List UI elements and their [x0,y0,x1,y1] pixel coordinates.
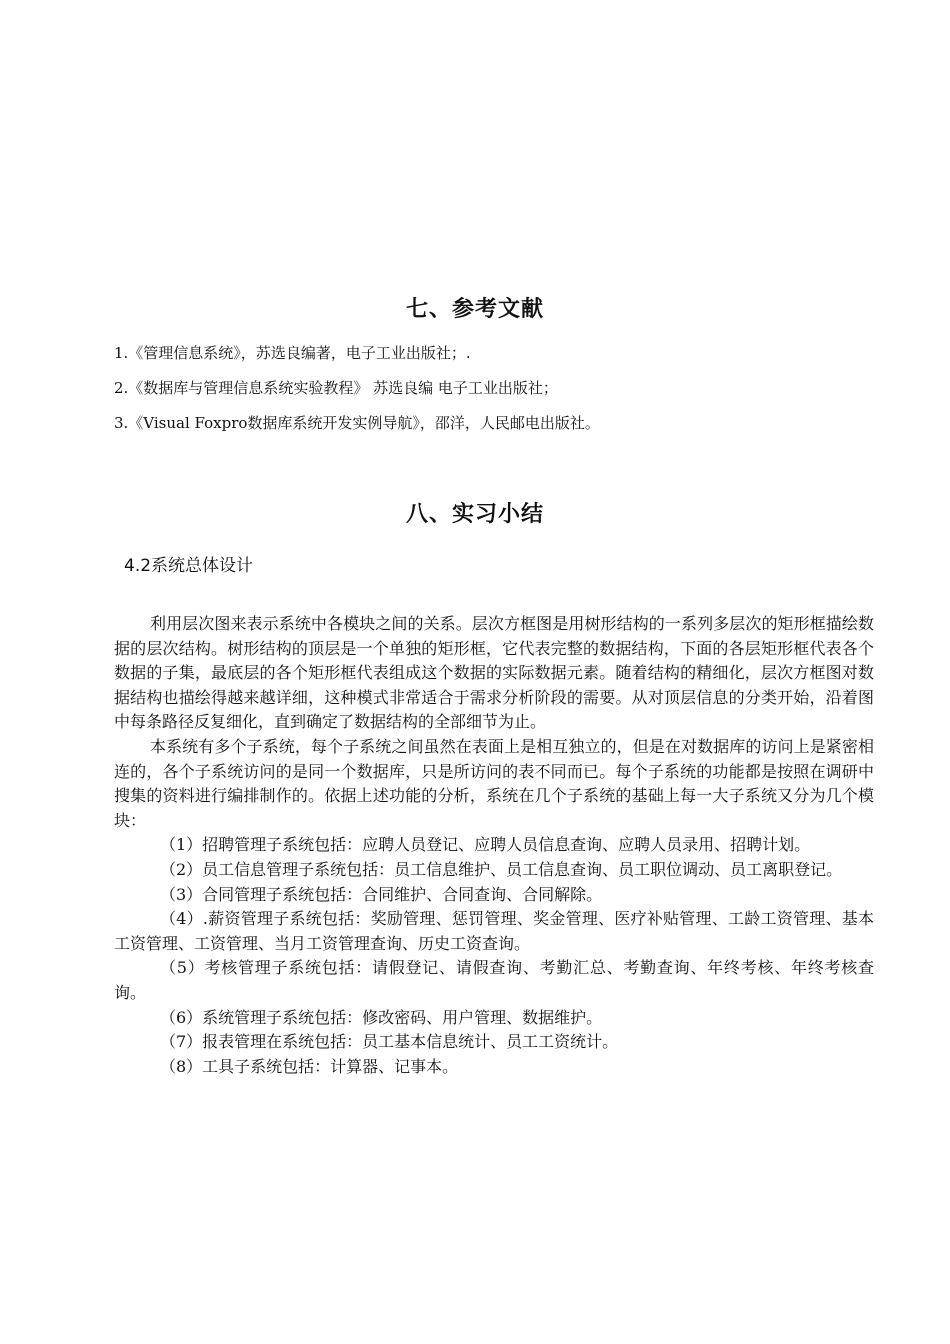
subsection-heading: 4.2系统总体设计 [124,556,254,576]
list-item: （1）招聘管理子系统包括：应聘人员登记、应聘人员信息查询、应聘人员录用、招聘计划。 [160,835,811,855]
reference-item: 3.《Visual Foxpro数据库系统开发实例导航》，邵洋，人民邮电出版社。 [114,414,600,432]
list-item: （5）考核管理子系统包括：请假登记、请假查询、考勤汇总、考勤查询、年终考核、年终考核查询。 [114,958,874,1002]
reference-item: 2.《数据库与管理信息系统实验教程》 苏选良编 电子工业出版社； [114,379,558,397]
list-item: （7）报表管理在系统包括：员工基本信息统计、员工工资统计。 [160,1032,619,1052]
list-item: （8）工具子系统包括：计算器、记事本。 [160,1056,459,1076]
paragraph: 利用层次图来表示系统中各模块之间的关系。层次方框图是用树形结构的一系列多层次的矩形框描绘数据的层次结构。树形结构的顶层是一个单独的矩形框，它代表完整的数据结构，下面的各层矩形框代表各个数据的子集，最底层的各个矩形框代表组成这个数据的实际数据元素。随着结构的精细化，层次方框图对数据结构也描绘得越来越详细，这种模式非常适合于需求分析阶段的需要。从对顶层信息的分类开始，沿着图中每条路径反复细化，直到确定了数据结构的全部细节为止。 [114,614,874,732]
paragraph: 本系统有多个子系统，每个子系统之间虽然在表面上是相互独立的，但是在对数据库的访问上是紧密相连的，各个子系统访问的是同一个数据库，只是所访问的表不同而已。每个子系统的功能都是按照在调研中搜集的资料进行编排制作的。依据上述功能的分析，系统在几个子系统的基础上每一大子系统又分为几个模块： [114,736,874,830]
section-8-heading: 八、实习小结 [405,502,544,527]
body-text [114,612,874,1079]
reference-item: 1.《管理信息系统》，苏选良编著，电子工业出版社；. [114,344,471,362]
list-item: （2）员工信息管理子系统包括：员工信息维护、员工信息查询、员工职位调动、员工离职登记。 [160,859,843,879]
list-item: （3）合同管理子系统包括：合同维护、合同查询、合同解除。 [160,884,603,904]
list-item: （6）系统管理子系统包括：修改密码、用户管理、数据维护。 [160,1007,603,1027]
section-7-heading: 七、参考文献 [405,297,544,322]
list-item: （4）.薪资管理子系统包括：奖励管理、惩罚管理、奖金管理、医疗补贴管理、工龄工资管理、基本工资管理、工资管理、当月工资管理查询、历史工资查询。 [114,909,874,953]
